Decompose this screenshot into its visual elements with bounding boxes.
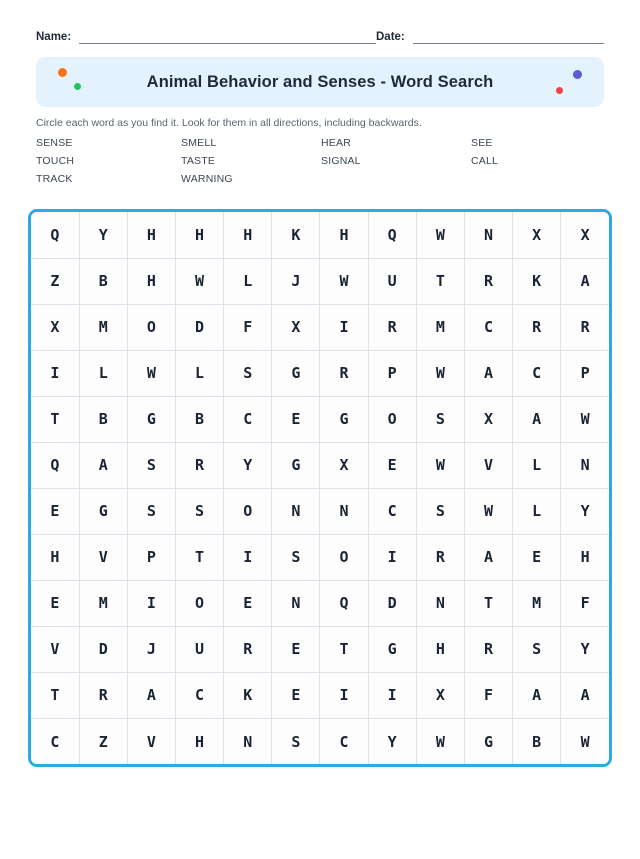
grid-cell[interactable]: B	[175, 396, 223, 442]
grid-cell[interactable]: I	[224, 534, 272, 580]
grid-cell[interactable]: W	[320, 258, 368, 304]
red-dot-icon	[556, 87, 563, 94]
grid-cell[interactable]: P	[561, 350, 609, 396]
grid-cell[interactable]: E	[272, 396, 320, 442]
grid-cell[interactable]: R	[561, 304, 609, 350]
page-title: Animal Behavior and Senses - Word Search	[146, 72, 494, 91]
grid-cell[interactable]: H	[320, 212, 368, 258]
grid-cell[interactable]: Z	[31, 258, 79, 304]
word-item[interactable]: TASTE	[181, 154, 216, 167]
grid-cell[interactable]: S	[224, 350, 272, 396]
grid-cell[interactable]: C	[464, 304, 512, 350]
grid-cell[interactable]: M	[79, 304, 127, 350]
grid-cell[interactable]: Q	[368, 212, 416, 258]
grid-cell[interactable]: L	[513, 442, 561, 488]
grid-cell[interactable]: C	[31, 718, 79, 764]
grid-cell[interactable]: L	[175, 350, 223, 396]
grid-cell[interactable]: F	[464, 672, 512, 718]
word-item[interactable]: SMELL	[181, 136, 217, 149]
grid-cell[interactable]: Y	[561, 626, 609, 672]
grid-cell[interactable]: R	[224, 626, 272, 672]
grid-cell[interactable]: L	[79, 350, 127, 396]
grid-cell[interactable]: J	[272, 258, 320, 304]
grid-cell[interactable]: F	[561, 580, 609, 626]
name-label: Name:	[36, 31, 72, 43]
grid-row	[31, 488, 609, 534]
grid-cell[interactable]: H	[175, 212, 223, 258]
date-write-line[interactable]	[413, 30, 604, 44]
grid-cell[interactable]: T	[416, 258, 464, 304]
grid-cell[interactable]: T	[320, 626, 368, 672]
grid-cell[interactable]: P	[127, 534, 175, 580]
grid-cell[interactable]: A	[561, 672, 609, 718]
grid-cell[interactable]: V	[31, 626, 79, 672]
grid-cell[interactable]: I	[127, 580, 175, 626]
grid-cell[interactable]: Y	[561, 488, 609, 534]
grid-cell[interactable]: W	[416, 350, 464, 396]
word-item[interactable]: TOUCH	[36, 154, 75, 167]
grid-cell[interactable]: T	[464, 580, 512, 626]
worksheet-page	[0, 30, 640, 859]
word-search-grid-body	[31, 212, 609, 764]
word-item[interactable]: SIGNAL	[321, 154, 361, 167]
word-item[interactable]: SEE	[471, 136, 493, 149]
grid-cell[interactable]: T	[175, 534, 223, 580]
grid-cell[interactable]: Z	[79, 718, 127, 764]
grid-cell[interactable]: D	[79, 626, 127, 672]
grid-cell[interactable]: O	[320, 534, 368, 580]
grid-cell[interactable]: N	[272, 580, 320, 626]
grid-row	[31, 672, 609, 718]
grid-row	[31, 534, 609, 580]
grid-cell[interactable]: G	[272, 442, 320, 488]
grid-cell[interactable]: B	[79, 258, 127, 304]
grid-cell[interactable]: X	[464, 396, 512, 442]
grid-cell[interactable]: T	[31, 672, 79, 718]
grid-cell[interactable]: S	[416, 396, 464, 442]
word-search-grid	[31, 212, 609, 764]
grid-row	[31, 396, 609, 442]
grid-cell[interactable]: R	[464, 626, 512, 672]
grid-cell[interactable]: W	[127, 350, 175, 396]
grid-cell[interactable]: X	[272, 304, 320, 350]
grid-cell[interactable]: N	[464, 212, 512, 258]
grid-cell[interactable]: M	[513, 580, 561, 626]
grid-cell[interactable]: G	[368, 626, 416, 672]
grid-cell[interactable]: X	[416, 672, 464, 718]
grid-cell[interactable]: R	[79, 672, 127, 718]
blue-dot-icon	[573, 70, 582, 79]
grid-cell[interactable]: O	[127, 304, 175, 350]
grid-cell[interactable]: I	[368, 534, 416, 580]
grid-cell[interactable]: W	[416, 718, 464, 764]
grid-cell[interactable]: H	[175, 718, 223, 764]
grid-row	[31, 580, 609, 626]
grid-cell[interactable]: O	[224, 488, 272, 534]
grid-cell[interactable]: E	[272, 672, 320, 718]
grid-cell[interactable]: R	[513, 304, 561, 350]
grid-cell[interactable]: Q	[320, 580, 368, 626]
grid-cell[interactable]: S	[175, 488, 223, 534]
grid-cell[interactable]: C	[320, 718, 368, 764]
grid-cell[interactable]: Q	[31, 442, 79, 488]
grid-cell[interactable]: M	[416, 304, 464, 350]
grid-cell[interactable]: H	[561, 534, 609, 580]
grid-row	[31, 718, 609, 764]
grid-cell[interactable]: G	[320, 396, 368, 442]
grid-cell[interactable]: O	[175, 580, 223, 626]
grid-cell[interactable]: L	[224, 258, 272, 304]
grid-cell[interactable]: K	[272, 212, 320, 258]
word-item[interactable]: WARNING	[181, 173, 233, 186]
grid-cell[interactable]: X	[561, 212, 609, 258]
grid-cell[interactable]: R	[416, 534, 464, 580]
grid-cell[interactable]: T	[31, 396, 79, 442]
worksheet-meta-row	[0, 30, 640, 44]
grid-cell[interactable]: N	[272, 488, 320, 534]
grid-cell[interactable]: M	[79, 580, 127, 626]
grid-cell[interactable]: X	[31, 304, 79, 350]
grid-cell[interactable]: N	[416, 580, 464, 626]
grid-cell[interactable]: I	[368, 672, 416, 718]
grid-cell[interactable]: I	[320, 672, 368, 718]
grid-row	[31, 258, 609, 304]
grid-cell[interactable]: F	[224, 304, 272, 350]
grid-cell[interactable]: Y	[368, 718, 416, 764]
grid-cell[interactable]: C	[224, 396, 272, 442]
grid-cell[interactable]: K	[224, 672, 272, 718]
word-list	[36, 136, 604, 188]
grid-cell[interactable]: B	[79, 396, 127, 442]
grid-cell[interactable]: R	[320, 350, 368, 396]
grid-cell[interactable]: H	[127, 212, 175, 258]
grid-cell[interactable]: G	[127, 396, 175, 442]
grid-cell[interactable]: W	[416, 442, 464, 488]
grid-cell[interactable]: Q	[31, 212, 79, 258]
grid-cell[interactable]: E	[31, 580, 79, 626]
grid-cell[interactable]: U	[175, 626, 223, 672]
grid-row	[31, 626, 609, 672]
grid-cell[interactable]: L	[513, 488, 561, 534]
grid-cell[interactable]: H	[31, 534, 79, 580]
grid-cell[interactable]: A	[127, 672, 175, 718]
grid-cell[interactable]: S	[272, 534, 320, 580]
grid-cell[interactable]: A	[464, 350, 512, 396]
grid-cell[interactable]: P	[368, 350, 416, 396]
instructions-text: Circle each word as you find it. Look for them in all directions, including backwards.	[36, 117, 422, 129]
grid-cell[interactable]: Y	[224, 442, 272, 488]
grid-cell[interactable]: S	[416, 488, 464, 534]
grid-cell[interactable]: A	[561, 258, 609, 304]
grid-cell[interactable]: V	[79, 534, 127, 580]
grid-cell[interactable]: V	[127, 718, 175, 764]
grid-cell[interactable]: H	[127, 258, 175, 304]
grid-cell[interactable]: G	[272, 350, 320, 396]
grid-cell[interactable]: C	[175, 672, 223, 718]
grid-cell[interactable]: A	[513, 396, 561, 442]
grid-cell[interactable]: S	[127, 442, 175, 488]
title-banner	[36, 57, 604, 107]
grid-cell[interactable]: I	[31, 350, 79, 396]
grid-cell[interactable]: W	[416, 212, 464, 258]
grid-cell[interactable]: A	[79, 442, 127, 488]
name-write-line[interactable]	[79, 30, 376, 44]
grid-cell[interactable]: D	[368, 580, 416, 626]
grid-cell[interactable]: E	[272, 626, 320, 672]
grid-cell[interactable]: D	[175, 304, 223, 350]
word-item[interactable]: CALL	[471, 154, 499, 167]
date-label: Date:	[376, 31, 405, 43]
grid-cell[interactable]: X	[320, 442, 368, 488]
grid-cell[interactable]: G	[464, 718, 512, 764]
grid-cell[interactable]: N	[561, 442, 609, 488]
grid-cell[interactable]: S	[127, 488, 175, 534]
grid-cell[interactable]: K	[513, 258, 561, 304]
grid-cell[interactable]: E	[224, 580, 272, 626]
grid-row	[31, 350, 609, 396]
grid-cell[interactable]: R	[175, 442, 223, 488]
grid-cell[interactable]: B	[513, 718, 561, 764]
grid-cell[interactable]: J	[127, 626, 175, 672]
grid-cell[interactable]: C	[368, 488, 416, 534]
grid-cell[interactable]: W	[561, 396, 609, 442]
grid-cell[interactable]: V	[464, 442, 512, 488]
name-field	[36, 30, 376, 44]
grid-cell[interactable]: G	[79, 488, 127, 534]
grid-row	[31, 442, 609, 488]
grid-cell[interactable]: I	[320, 304, 368, 350]
grid-cell[interactable]: E	[368, 442, 416, 488]
word-item[interactable]: TRACK	[36, 173, 73, 186]
grid-cell[interactable]: W	[561, 718, 609, 764]
grid-cell[interactable]: R	[464, 258, 512, 304]
grid-cell[interactable]: X	[513, 212, 561, 258]
grid-cell[interactable]: H	[224, 212, 272, 258]
grid-cell[interactable]: N	[320, 488, 368, 534]
grid-cell[interactable]: O	[368, 396, 416, 442]
green-dot-icon	[74, 83, 81, 90]
date-field	[376, 30, 604, 44]
grid-cell[interactable]: R	[368, 304, 416, 350]
grid-cell[interactable]: H	[416, 626, 464, 672]
grid-cell[interactable]: E	[31, 488, 79, 534]
word-item[interactable]: SENSE	[36, 136, 73, 149]
grid-cell[interactable]: S	[272, 718, 320, 764]
grid-cell[interactable]: W	[175, 258, 223, 304]
word-item[interactable]: HEAR	[321, 136, 351, 149]
grid-cell[interactable]: U	[368, 258, 416, 304]
grid-cell[interactable]: S	[513, 626, 561, 672]
grid-cell[interactable]: N	[224, 718, 272, 764]
grid-cell[interactable]: W	[464, 488, 512, 534]
grid-cell[interactable]: C	[513, 350, 561, 396]
grid-row	[31, 212, 609, 258]
grid-cell[interactable]: E	[513, 534, 561, 580]
orange-dot-icon	[58, 68, 67, 77]
word-search-grid-container	[28, 209, 612, 767]
grid-row	[31, 304, 609, 350]
grid-cell[interactable]: A	[513, 672, 561, 718]
grid-cell[interactable]: Y	[79, 212, 127, 258]
grid-cell[interactable]: A	[464, 534, 512, 580]
